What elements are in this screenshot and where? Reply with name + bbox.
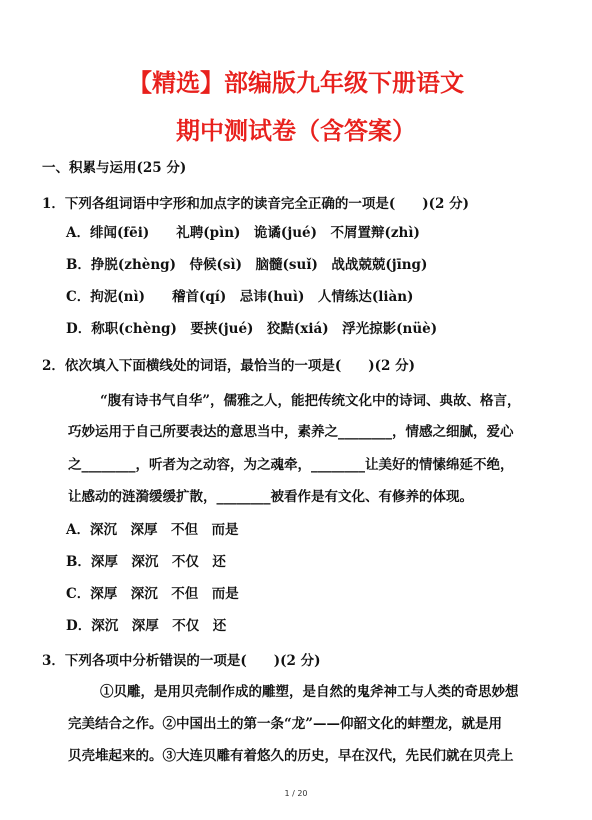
page-number: 1 / 20	[284, 789, 308, 798]
question-3-passage-line: 完美结合之作。②中国出土的第一条“龙”——仰韶文化的蚌塑龙，就是用	[68, 716, 503, 732]
question-2-stem: 2．依次填入下面横线处的词语，最恰当的一项是( )(2 分)	[42, 358, 416, 374]
question-1-stem: 1．下列各组词语中字形和加点字的读音完全正确的一项是( )(2 分)	[42, 196, 470, 212]
document-title-line1: 【精选】部编版九年级下册语文	[128, 69, 464, 97]
question-2-option-d: D．深沉 深厚 不仅 还	[66, 618, 227, 634]
question-1-option-c: C．拘泥(nì) 稽首(qí) 忌讳(huì) 人情练达(liàn)	[66, 289, 414, 305]
question-2-passage-line: 之________，听者为之动容，为之魂牵，________让美好的情愫绵延不绝，	[68, 457, 514, 473]
question-2-option-a: A．深沉 深厚 不但 而是	[66, 522, 239, 538]
question-1-option-b: B．挣脱(zhèng) 侍候(sì) 脑髓(suǐ) 战战兢兢(jīng)	[66, 257, 428, 273]
document-title-line2: 期中测试卷（含答案）	[176, 117, 416, 145]
question-1-option-d: D．称职(chèng) 要挟(jué) 狡黠(xiá) 浮光掠影(nüè)	[66, 321, 438, 337]
question-2-passage-line: 让感动的涟漪缓缓扩散，________被看作是有文化、有修养的体现。	[68, 489, 473, 505]
question-1-option-a: A．绯闻(fēi) 礼聘(pìn) 诡谲(jué) 不屑置辩(zhì)	[66, 225, 420, 241]
question-2-option-c: C．深厚 深沉 不但 而是	[66, 586, 239, 602]
question-3-stem: 3．下列各项中分析错误的一项是( )(2 分)	[42, 653, 321, 669]
question-2-option-b: B．深厚 深沉 不仅 还	[66, 554, 226, 570]
question-3-passage-line: ①贝雕，是用贝壳制作成的雕塑，是自然的鬼斧神工与人类的奇思妙想	[100, 684, 519, 700]
question-2-passage-line: “腹有诗书气自华”，儒雅之人，能把传统文化中的诗词、典故、格言，	[100, 393, 521, 409]
question-3-passage-line: 贝壳堆起来的。③大连贝雕有着悠久的历史，早在汉代，先民们就在贝壳上	[68, 748, 514, 764]
question-2-passage-line: 巧妙运用于自己所要表达的意思当中，素养之________，情感之细腻，爱心	[68, 424, 514, 440]
section-heading: 一、积累与运用(25 分)	[42, 160, 187, 176]
